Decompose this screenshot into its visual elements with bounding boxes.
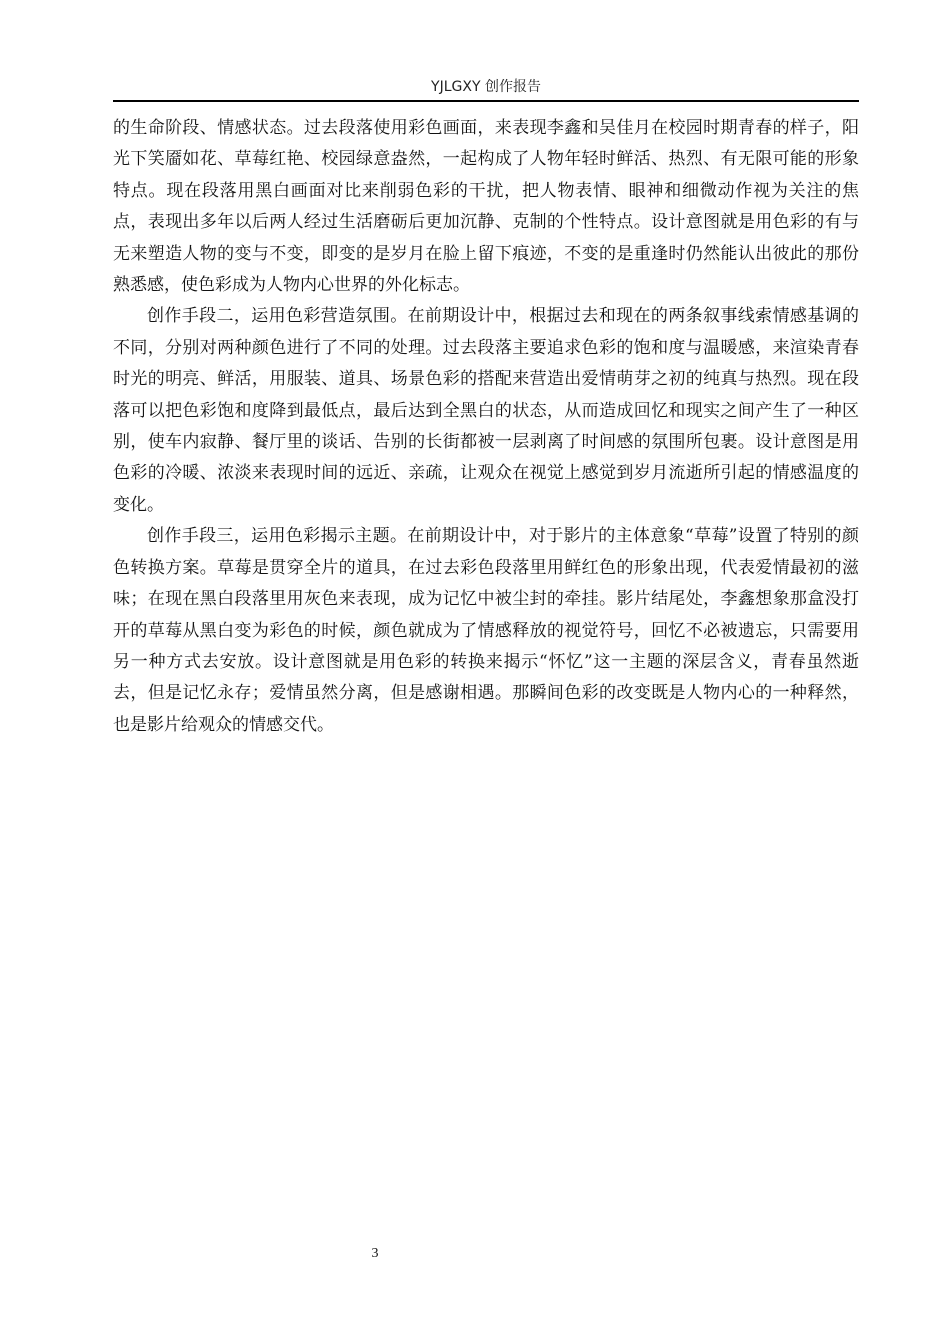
report-body	[113, 113, 859, 741]
page-header	[113, 76, 859, 100]
header-divider	[113, 100, 859, 102]
paragraph-continued: 的生命阶段、情感状态。过去段落使用彩色画面，来表现李鑫和吴佳月在校园时期青春的样子，阳光下笑靥如花、草莓红艳、校园绿意盎然，一起构成了人物年轻时鲜活、热烈、有无限可能的形象特点。现在段落用黑白画面对比来削弱色彩的干扰，把人物表情、眼神和细微动作视为关注的焦点，表现出多年以后两人经过生活磨砺后更加沉静、克制的个性特点。设计意图就是用色彩的有与无来塑造人物的变与不变，即变的是岁月在脸上留下痕迹，不变的是重逢时仍然能认出彼此的那份熟悉感，使色彩成为人物内心世界的外化标志。	[113, 118, 859, 296]
page-number: 3	[371, 1246, 379, 1261]
paragraph-technique-two: 创作手段二，运用色彩营造氛围。在前期设计中，根据过去和现在的两条叙事线索情感基调的不同，分别对两种颜色进行了不同的处理。过去段落主要追求色彩的饱和度与温暖感，来渲染青春时光的明亮、鲜活，用服装、道具、场景色彩的搭配来营造出爱情萌芽之初的纯真与热烈。现在段落可以把色彩饱和度降到最低点，最后达到全黑白的状态，从而造成回忆和现实之间产生了一种区别，使车内寂静、餐厅里的谈话、告别的长街都被一层剥离了时间感的氛围所包裹。设计意图是用色彩的冷暖、浓淡来表现时间的远近、亲疏，让观众在视觉上感觉到岁月流逝所引起的情感温度的变化。	[113, 306, 859, 515]
header-title: YJLGXY 创作报告	[431, 79, 541, 95]
paragraph-technique-three: 创作手段三，运用色彩揭示主题。在前期设计中，对于影片的主体意象“草莓”设置了特别的颜色转换方案。草莓是贯穿全片的道具，在过去彩色段落里用鲜红色的形象出现，代表爱情最初的滋味；在现在黑白段落里用灰色来表现，成为记忆中被尘封的牵挂。影片结尾处，李鑫想象那盒没打开的草莓从黑白变为彩色的时候，颜色就成为了情感释放的视觉符号，回忆不必被遗忘，只需要用另一种方式去安放。设计意图就是用色彩的转换来揭示“怀忆”这一主题的深层含义，青春虽然逝去，但是记忆永存；爱情虽然分离，但是感谢相遇。那瞬间色彩的改变既是人物内心的一种释然，也是影片给观众的情感交代。	[113, 526, 859, 735]
